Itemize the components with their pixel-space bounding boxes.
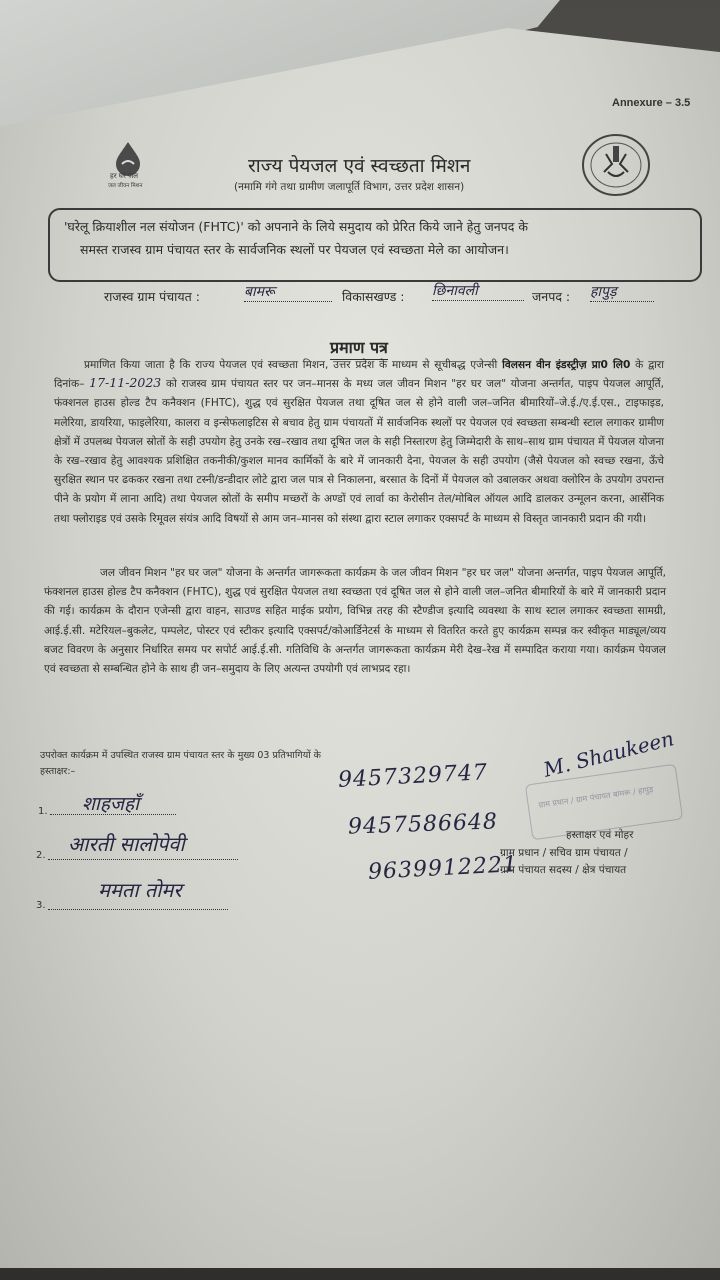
- p1-lead: प्रमाणित किया जाता है कि राज्य पेयजल एवं स्वच्छता मिशन, उत्तर प्रदेश के माध्यम से सूचीबद्ध एजेन्सी: [84, 359, 498, 371]
- participant-2-signature: आरती सालोपेवी: [68, 832, 185, 856]
- gram-panchayat-value: बामरू: [244, 282, 332, 302]
- vikaskhand-value: छिनावली: [432, 281, 524, 301]
- org-subtitle: (नमामि गंगे तथा ग्रामीण जलापूर्ति विभाग, उत्तर प्रदेश शासन): [234, 181, 465, 193]
- har-ghar-jal-logo: [106, 140, 150, 190]
- authority-signature: M. Shaukeen: [541, 726, 677, 782]
- gram-panchayat-label: राजस्व ग्राम पंचायत :: [104, 289, 200, 304]
- participant-1-num: 1.: [38, 806, 48, 817]
- certificate-title: प्रमाण पत्र: [330, 336, 388, 360]
- certificate-paragraph-2: जल जीवन मिशन "हर घर जल" योजना के अन्तर्गत जागरूकता कार्यक्रम के जल जीवन मिशन "हर घर जल" योजना अन्तर्गत, पाइप पेयजल आपूर्ति, फंक्शनल हाउस होल्ड टैप कनैक्शन (FHTC), शुद्ध एवं सुरक्षित पेयजल तथा स्वच्छता एवं दूषित जल से होने वाली जल–जनित बीमारियों के बारे में जानकारी प्रदान की गई। कार्यक्रम के दौरान एजेन्सी द्वारा वाहन, साउण्ड सहित माईक प्रयोग, विभिन्न तरह की स्टैण्डीज इत्यादि व्यवस्था के साथ स्टाल लगाकर स्वच्छता सामग्री, आई.ई.सी. मटेरियल–बुकलेट, पम्पलेट, पोस्टर एवं स्टीकर इत्यादि एक्सपर्ट/कोआर्डिनेटर्स के माध्यम से वितरित करते हुए कार्यक्रम सम्पन्न कर स्वीकृत माड्यूल/व्यय बजट विवरण के अनुसार निर्धारित समय पर सपोर्ट आई.ई.सी. गतिविधि के अन्तर्गत जागरूकता कार्यक्रम मेरी देख–रेख में सम्पादित कराया गया। कार्यक्रम पेयजल एवं स्वच्छता से सम्बन्धित होने के साथ ही जन–समुदाय के लिए अत्यन्त उपयोगी एवं लाभप्रद रहा।: [44, 567, 666, 676]
- authority-role-2: ग्राम पंचायत सदस्य / क्षेत्र पंचायत: [500, 864, 627, 876]
- annexure-label: Annexure – 3.5: [612, 97, 691, 109]
- participant-1-signature: शाहजहाँ: [82, 793, 140, 815]
- logo-text: हर घर जल: [110, 172, 138, 180]
- p1-rest: को राजस्व ग्राम पंचायत स्तर पर जन–मानस के मध्य जल जीवन मिशन "हर घर जल" योजना अन्तर्गत, पाइप पेयजल आपूर्ति, फंक्शनल हाउस होल्ड टैप कनैक्शन (FHTC), शुद्ध एवं सुरक्षित पेयजल तथा दूषित जल से होने वाली जल–जनित बीमारियों–जे.ई./ए.ई.एस., टाइफाइड, मलेरिया, डायरिया, फाइलेरिया, कालरा व इन्सेफलाइटिस से बचाव हेतु ग्राम पंचायतों में सार्वजनिक स्थलों पर पेयजल एवं स्वच्छता सम्बन्धी स्टाल लगाकर ग्रामीण क्षेत्रों में उपलब्ध पेयजल स्रोतों के सही उपयोग हेतु उनके रख–रखाव तथा दूषित जल के सही निस्तारण हेतु जिम्मेदारी के साथ–साथ ग्राम पंचायत में पेयजल योजना के रख–रखाव हेतु आवश्यक प्रशिक्षित तकनीकी/कुशल मानव कार्मिकों के बारे में जानकारी देना, पेयजल के सही उपयोग (जैसे पेयजल को स्वच्छ रखना, ऊँचे सुरक्षित स्थान पर ढककर रखना तथा टस्नी/डन्डीदार लोटे द्वारा जल पात्र से निकालना, बरसात के दिनों में पेयजल को उबालकर अथवा क्लोरिन के उपयोग उपरान्त पीने के प्रयोग में लाना आदि) तथा पेयजल स्रोतों के समीप मच्छरों के अण्डों एवं लार्वा का केरोसीन तेल/मोबिल ऑयल आदि डालकर उन्मूलन करना, आर्सेनिक तथा फ्लोराइड एवं उसके रिमूवल संयंत्र आदि विषयों से आम जन–मानस को संस्था द्वारा स्टाल लगाकर एक्सपर्ट के माध्यम से विस्तृत जानकारी प्रदान की गयी।: [54, 378, 664, 525]
- participant-3-line: [48, 908, 228, 910]
- up-government-emblem-icon: [580, 132, 652, 198]
- authority-role-1: ग्राम प्रधान / सचिव ग्राम पंचायत /: [500, 847, 628, 859]
- sign-and-seal-label: हस्ताक्षर एवं मोहर: [566, 829, 634, 841]
- participant-3-num: 3.: [36, 900, 46, 911]
- participant-2-line: [48, 858, 238, 860]
- official-stamp: [508, 760, 688, 830]
- banner-line-1: 'घरेलू क्रियाशील नल संयोजन (FHTC)' को अपनाने के लिये समुदाय को प्रेरित किये जाने हेतु जनपद के: [64, 219, 528, 234]
- agency-name: विलसन वीन इंडस्ट्रीज़ प्रा0 लि0: [502, 359, 631, 371]
- participant-3-signature: ममता तोमर: [98, 878, 182, 902]
- banner-line-2: समस्त राजस्व ग्राम पंचायत स्तर के सार्वजनिक स्थलों पर पेयजल एवं स्वच्छता मेले का आयोजन।: [80, 242, 509, 257]
- program-date: 17-11-2023: [89, 375, 162, 391]
- vikaskhand-label: विकासखण्ड :: [342, 289, 405, 304]
- certificate-paragraph-1: [54, 356, 664, 529]
- participant-1-phone: 9457329747: [337, 760, 489, 793]
- participant-2-num: 2.: [36, 850, 46, 861]
- janpad-label: जनपद :: [532, 289, 571, 304]
- participants-heading: उपरोक्त कार्यक्रम में उपस्थित राजस्व ग्राम पंचायत स्तर के मुख्य 03 प्रतिभागियों के: [40, 750, 321, 761]
- participants-heading-2: हस्ताक्षर:–: [40, 766, 76, 777]
- p1-date-prefix: के द्वारा दिनांक–: [54, 359, 665, 391]
- janpad-value: हापुड़: [590, 282, 654, 302]
- participant-3-phone: 9639912221: [367, 852, 519, 885]
- logo-subtext: जल जीवन मिशन: [108, 183, 143, 189]
- participant-2-phone: 9457586648: [347, 809, 499, 840]
- stamp-text: ग्राम प्रधान / ग्राम पंचायत बामरू / हापुड़: [538, 784, 654, 810]
- org-title: राज्य पेयजल एवं स्वच्छता मिशन: [248, 155, 471, 177]
